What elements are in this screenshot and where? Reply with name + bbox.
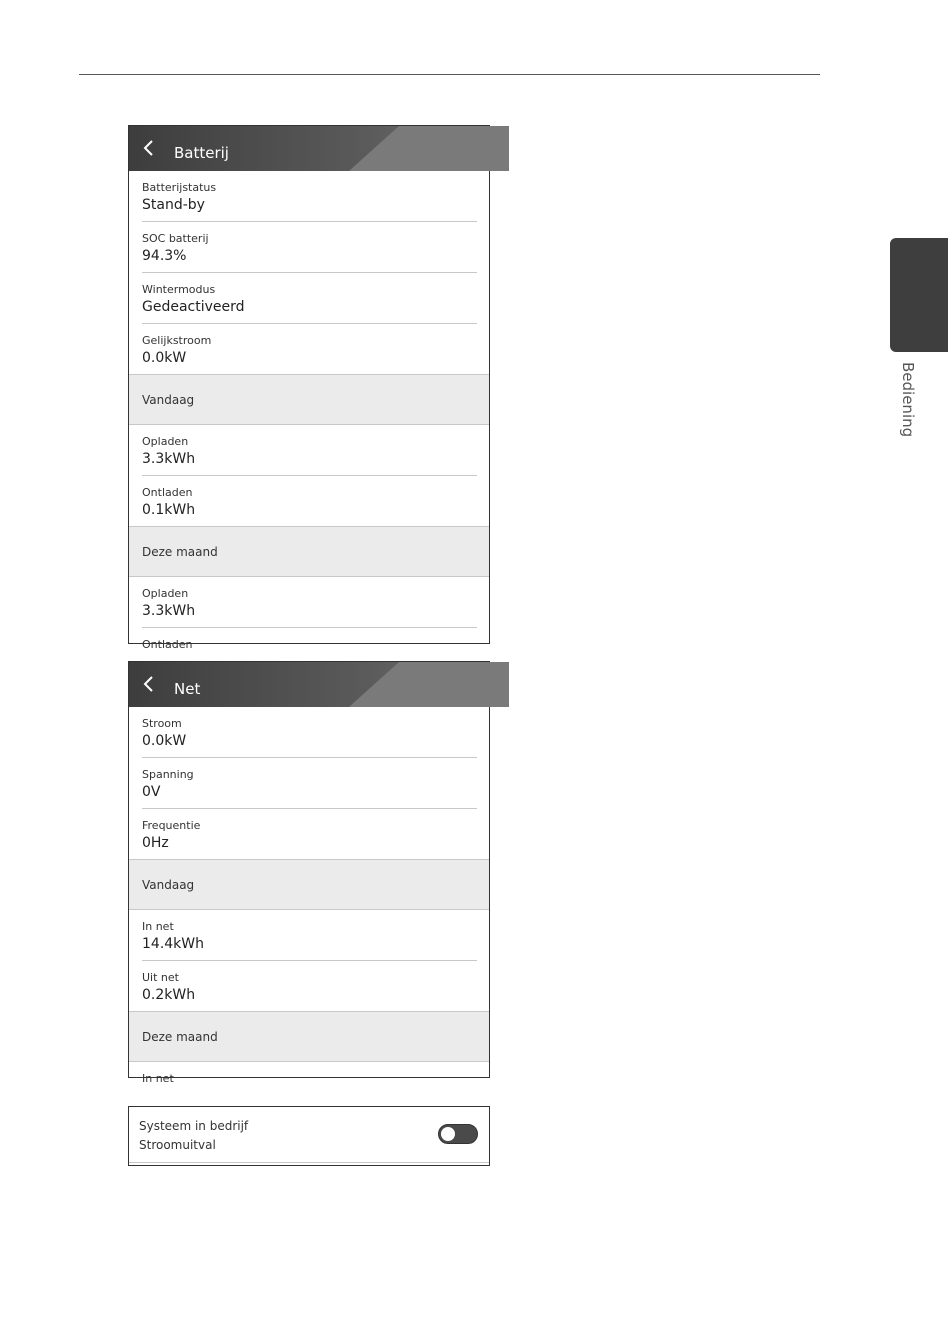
list-item: Ontladen 0.1kWh (142, 486, 196, 518)
list-item: Ontladen (142, 638, 193, 651)
list-item: In net (142, 1072, 174, 1085)
list-item: Frequentie 0Hz (142, 819, 201, 851)
list-item: SOC batterij 94.3% (142, 222, 477, 273)
list-item: Uit net 0.2kWh (142, 971, 196, 1003)
battery-header (129, 126, 489, 171)
list-item: Wintermodus Gedeactiveerd (142, 273, 477, 324)
list-item: Gelijkstroom 0.0kW (142, 334, 212, 366)
back-arrow-icon[interactable] (141, 674, 157, 694)
power-outage-toggle[interactable] (438, 1124, 478, 1144)
toggle-knob (441, 1127, 455, 1141)
system-toggle-card (128, 1106, 490, 1166)
section-today: Vandaag (129, 374, 489, 425)
power-outage-label: Stroomuitval (139, 1138, 216, 1152)
list-item: Spanning 0V (142, 758, 477, 809)
section-today: Vandaag (129, 859, 489, 910)
battery-title: Batterij (174, 144, 229, 162)
grid-title: Net (174, 680, 201, 698)
list-item: Opladen 3.3kWh (142, 425, 477, 476)
chapter-tab (890, 238, 948, 352)
grid-screen (128, 661, 490, 1085)
top-rule (79, 74, 820, 75)
chapter-label: Bediening (899, 362, 917, 438)
grid-header (129, 662, 489, 707)
system-running-label: Systeem in bedrijf (139, 1119, 249, 1133)
section-month: Deze maand (129, 1011, 489, 1062)
list-item: Batterijstatus Stand-by (142, 171, 477, 222)
battery-screen (128, 125, 490, 651)
section-month: Deze maand (129, 526, 489, 577)
list-item: Opladen 3.3kWh (142, 577, 477, 628)
list-item: Stroom 0.0kW (142, 707, 477, 758)
list-item: In net 14.4kWh (142, 910, 477, 961)
back-arrow-icon[interactable] (141, 138, 157, 158)
